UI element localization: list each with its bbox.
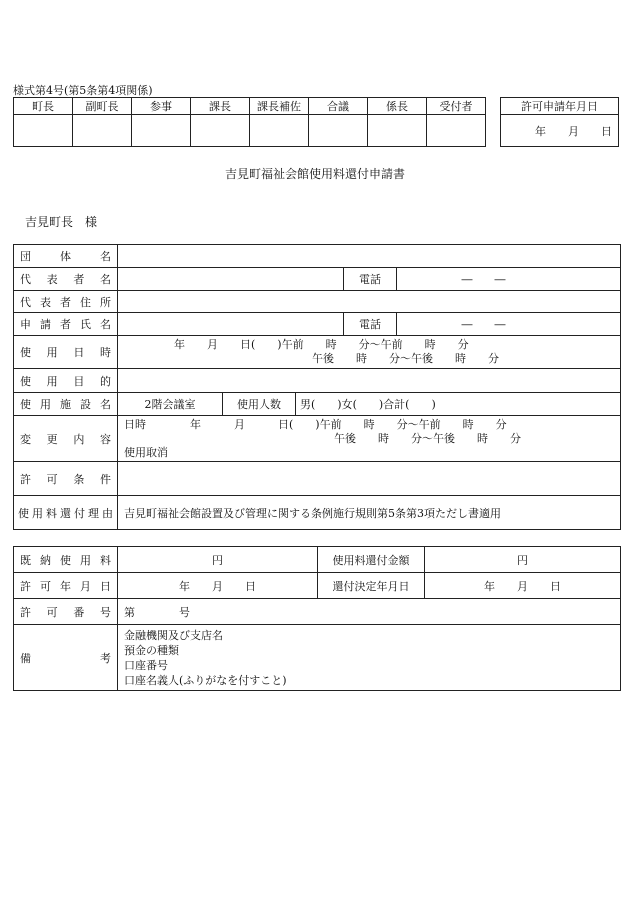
remarks-field[interactable] — [118, 625, 621, 691]
form-code: 様式第4号(第5条第4項関係) — [13, 84, 153, 97]
row-purpose — [14, 369, 621, 393]
permit-date-box — [500, 97, 619, 147]
row-permit-date — [14, 573, 621, 599]
row-applicant — [14, 313, 621, 336]
remarks-line-account-number: 口座番号 — [124, 658, 168, 672]
row-facility — [14, 393, 621, 416]
stamp-cell[interactable] — [250, 115, 309, 147]
change-line3: 使用取消 — [124, 445, 168, 459]
change-field[interactable] — [118, 416, 621, 462]
row-paid — [14, 547, 621, 573]
remarks-line-bank: 金融機関及び支店名 — [124, 628, 223, 642]
applicant-label: 申請者氏名 — [14, 313, 118, 336]
change-line1: 日時 年 月 日( )午前 時 分～午前 時 分 — [124, 417, 507, 431]
row-use-datetime — [14, 336, 621, 369]
addressee: 吉見町長 様 — [25, 215, 98, 229]
refund-reason-label: 使用料還付理由 — [14, 496, 118, 530]
row-remarks — [14, 625, 621, 691]
permit-request-date-value[interactable]: 年 月 日 — [501, 115, 619, 147]
row-conditions — [14, 462, 621, 496]
change-label: 変更内容 — [14, 416, 118, 462]
representative-phone-field[interactable]: ― ― — [397, 268, 621, 291]
paid-fee-field[interactable]: 円 — [118, 547, 318, 573]
conditions-label: 許可条件 — [14, 462, 118, 496]
page-title: 吉見町福祉会館使用料還付申請書 — [224, 167, 405, 181]
permit-date-field[interactable]: 年 月 日 — [118, 573, 318, 599]
facility-label: 使用施設名 — [14, 393, 118, 416]
purpose-field[interactable] — [118, 369, 621, 393]
paid-fee-label: 既納使用料 — [14, 547, 118, 573]
row-change — [14, 416, 621, 462]
row-refund-reason — [14, 496, 621, 530]
people-label: 使用人数 — [223, 393, 296, 415]
applicant-field[interactable] — [118, 313, 344, 336]
row-representative — [14, 268, 621, 291]
refund-decision-label: 還付決定年月日 — [318, 573, 425, 599]
refund-reason-field[interactable]: 吉見町福祉会館設置及び管理に関する条例施行規則第5条第3項ただし書適用 — [118, 496, 621, 530]
purpose-label: 使用目的 — [14, 369, 118, 393]
representative-phone-label: 電話 — [344, 268, 397, 291]
row-rep-address — [14, 291, 621, 313]
approval-header-section-chief: 課長 — [191, 98, 250, 115]
facility-field[interactable]: 2階会議室 — [118, 393, 223, 415]
stamp-cell[interactable] — [368, 115, 427, 147]
approval-header-chief: 町長 — [14, 98, 73, 115]
rep-address-field[interactable] — [118, 291, 621, 313]
stamp-cell[interactable] — [427, 115, 486, 147]
remarks-label: 備考 — [14, 625, 118, 691]
use-datetime-line2: 午後 時 分～午後 時 分 — [312, 352, 499, 365]
stamp-cell[interactable] — [309, 115, 368, 147]
permit-request-date-label: 許可申請年月日 — [501, 98, 619, 115]
stamp-cell[interactable] — [14, 115, 73, 147]
permit-number-field[interactable]: 第 号 — [118, 599, 621, 625]
bottom-form-table — [13, 546, 621, 691]
use-datetime-field[interactable] — [118, 336, 621, 369]
permit-number-label: 許可番号 — [14, 599, 118, 625]
approval-header-councilor: 参事 — [132, 98, 191, 115]
refund-decision-field[interactable]: 年 月 日 — [425, 573, 621, 599]
approval-header-assistant: 課長補佐 — [250, 98, 309, 115]
stamp-cell[interactable] — [73, 115, 132, 147]
applicant-phone-label: 電話 — [344, 313, 397, 336]
approval-header-consultation: 合議 — [309, 98, 368, 115]
group-name-field[interactable] — [118, 245, 621, 268]
row-permit-no — [14, 599, 621, 625]
main-form-table — [13, 244, 621, 530]
approval-header-receiver: 受付者 — [427, 98, 486, 115]
conditions-field[interactable] — [118, 462, 621, 496]
group-name-label: 団体名 — [14, 245, 118, 268]
approval-stamp-row — [14, 115, 486, 147]
change-line2: 午後 時 分～午後 時 分 — [334, 431, 521, 445]
approval-header-subsection: 係長 — [368, 98, 427, 115]
people-field[interactable]: 男( )女( )合計( ) — [300, 398, 436, 411]
row-group-name — [14, 245, 621, 268]
representative-field[interactable] — [118, 268, 344, 291]
rep-address-label: 代表者住所 — [14, 291, 118, 313]
approval-header-row — [14, 98, 486, 115]
representative-label: 代表者名 — [14, 268, 118, 291]
applicant-phone-field[interactable]: ― ― — [397, 313, 621, 336]
permit-date-label: 許可年月日 — [14, 573, 118, 599]
refund-amount-field[interactable]: 円 — [425, 547, 621, 573]
remarks-line-account-type: 預金の種類 — [124, 643, 179, 657]
refund-amount-label: 使用料還付金額 — [318, 547, 425, 573]
use-datetime-label: 使用日時 — [14, 336, 118, 369]
use-datetime-line1: 年 月 日( )午前 時 分～午前 時 分 — [174, 338, 469, 351]
remarks-line-account-holder: 口座名義人(ふりがなを付すこと) — [124, 673, 287, 687]
stamp-cell[interactable] — [132, 115, 191, 147]
stamp-cell[interactable] — [191, 115, 250, 147]
approval-table — [13, 97, 486, 147]
approval-header-deputy: 副町長 — [73, 98, 132, 115]
facility-row-cell — [118, 393, 621, 416]
